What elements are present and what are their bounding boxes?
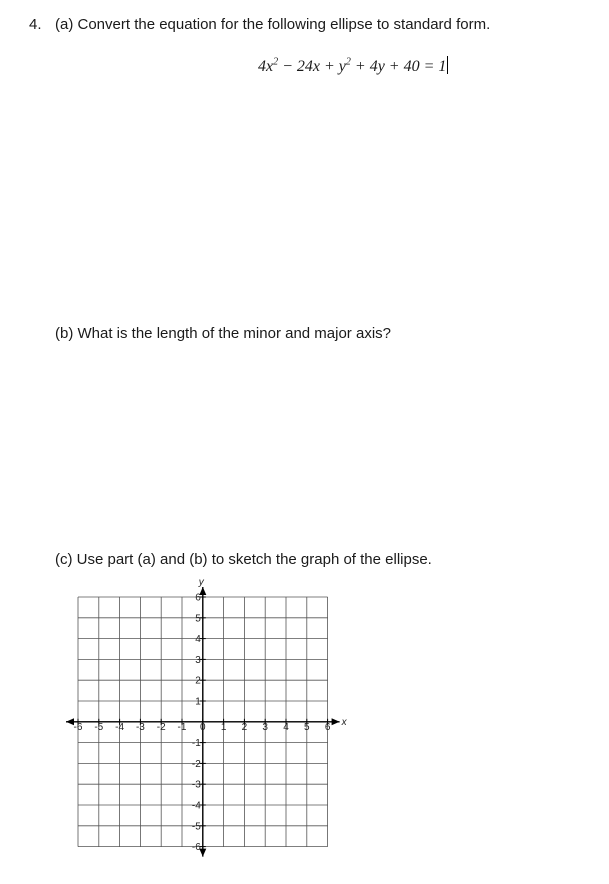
x-tick-label: 5 [304, 721, 310, 733]
x-tick-label: 2 [241, 721, 248, 733]
y-tick-label: 5 [195, 613, 201, 625]
x-tick-label: 6 [324, 721, 331, 733]
x-tick-label: 4 [283, 721, 289, 733]
eq-term-3: + 4y + 40 = 1 [350, 58, 447, 75]
y-tick-label: 1 [195, 696, 201, 708]
part-a-prompt: (a) Convert the equation for the following ellipse to standard form. [55, 16, 491, 33]
x-tick-label: 1 [220, 721, 227, 733]
part-c-prompt: (c) Use part (a) and (b) to sketch the graph of the ellipse. [55, 551, 432, 568]
x-tick-label: -5 [94, 721, 104, 733]
coordinate-grid [60, 574, 360, 864]
x-tick-label: -4 [115, 721, 125, 733]
y-tick-label: 3 [195, 654, 201, 666]
ellipse-equation [258, 56, 448, 76]
y-tick-label: 4 [195, 634, 201, 646]
y-tick-label: 2 [195, 675, 201, 687]
x-tick-label: -1 [177, 721, 187, 733]
x-axis-arrow-right-icon [332, 718, 340, 725]
y-tick-label: -2 [191, 758, 201, 770]
x-tick-label: 3 [262, 721, 268, 733]
y-tick-label: -3 [191, 779, 201, 791]
y-tick-label: -1 [191, 738, 201, 750]
eq-exp-2: 2 [345, 56, 351, 68]
eq-exp-1: 2 [273, 56, 279, 68]
x-tick-label: 0 [200, 721, 206, 733]
eq-term-2: − 24x + y [278, 58, 346, 75]
x-axis-label: x [341, 716, 347, 728]
part-b-prompt: (b) What is the length of the minor and major axis? [55, 325, 391, 342]
text-cursor [447, 56, 448, 74]
eq-term-1: 4x [258, 58, 274, 75]
x-tick-label: -2 [156, 721, 166, 733]
question-number: 4. [29, 16, 42, 33]
x-tick-label: -3 [135, 721, 145, 733]
x-tick-label: -6 [73, 721, 83, 733]
y-tick-label: -5 [191, 821, 201, 833]
y-axis-label: y [198, 577, 204, 588]
y-tick-label: 6 [195, 592, 201, 604]
y-tick-label: -4 [191, 800, 201, 812]
y-tick-label: -6 [191, 842, 201, 854]
